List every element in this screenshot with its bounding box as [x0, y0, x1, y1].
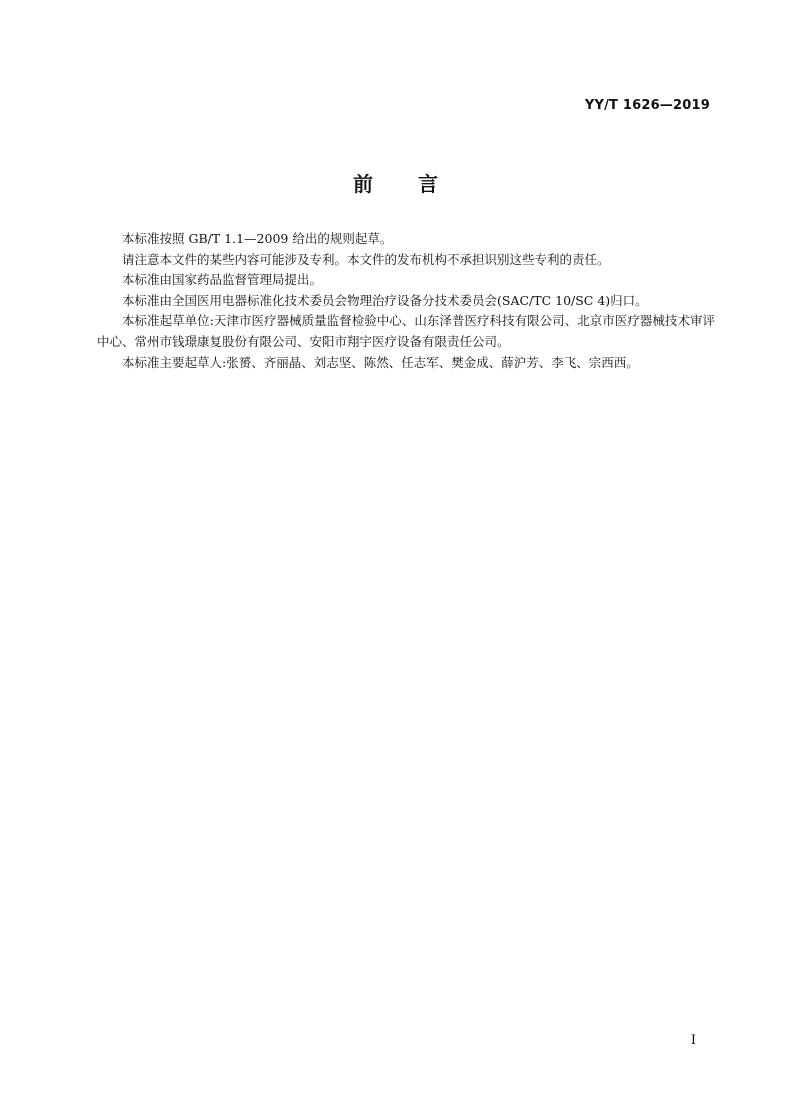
standard-code: YY/T 1626—2019: [584, 98, 710, 113]
paragraph-drafting-organizations: 本标准起草单位:天津市医疗器械质量监督检验中心、山东泽普医疗科技有限公司、北京市医疗器械技术审评中心、常州市钱璟康复股份有限公司、安阳市翔宇医疗设备有限责任公司。: [97, 313, 715, 349]
title-char-1: 前: [353, 172, 374, 196]
title-char-2: 言: [418, 172, 439, 196]
paragraph-patent-notice: 请注意本文件的某些内容可能涉及专利。本文件的发布机构不承担识别这些专利的责任。: [122, 251, 610, 267]
paragraph-proposer: 本标准由国家药品监督管理局提出。: [122, 272, 323, 288]
page-title: [0, 168, 792, 197]
paragraph-drafting-rules: 本标准按照 GB/T 1.1—2009 给出的规则起草。: [122, 231, 393, 246]
foreword-body: [97, 229, 715, 373]
paragraph-technical-committee: 本标准由全国医用电器标准化技术委员会物理治疗设备分技术委员会(SAC/TC 10/SC 4)归口。: [122, 292, 648, 308]
page-number: I: [690, 1033, 696, 1048]
paragraph-drafters: 本标准主要起草人:张赟、齐丽晶、刘志坚、陈然、任志军、樊金成、薛沪芳、李飞、宗西西。: [122, 354, 639, 370]
